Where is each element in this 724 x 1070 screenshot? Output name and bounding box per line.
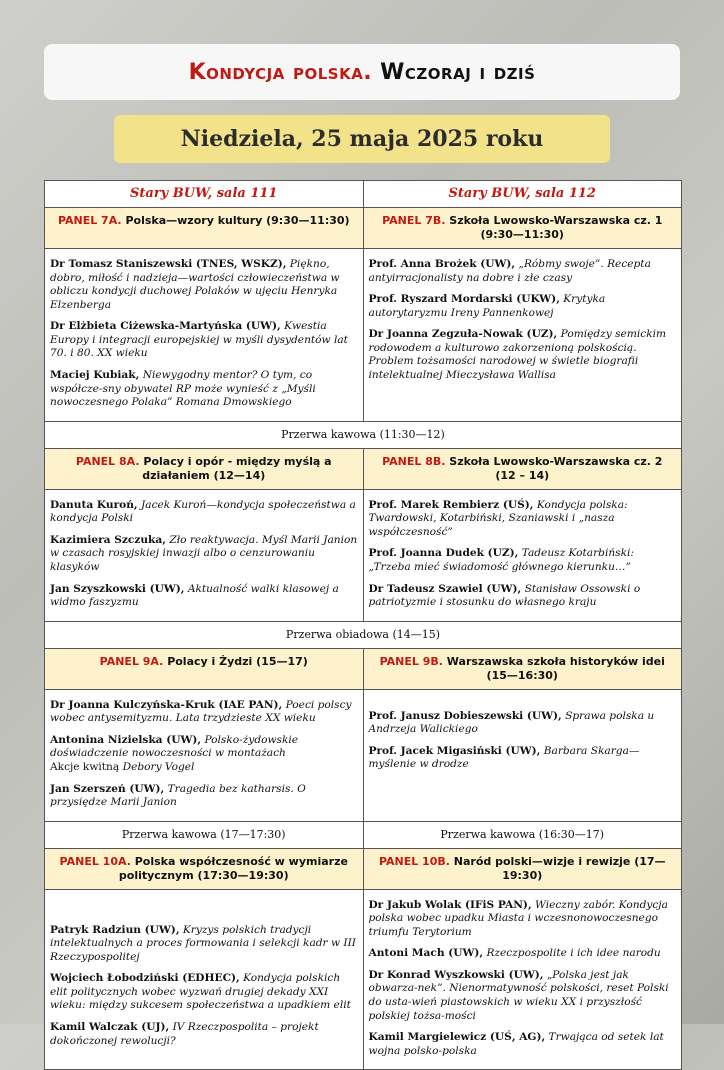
talk-title: Kwestia Europy i integracji europejskiej w myśli dysydentów lat 70. i 80. XX wieku [50, 320, 348, 360]
hall-left: Stary BUW, sala 111 [45, 181, 364, 208]
conference-title [44, 44, 680, 100]
talk-title: Rzeczpospolite i ich idee narodu [486, 947, 661, 960]
panel-7a-talks [45, 249, 364, 421]
talk-speaker: Dr Joanna Kulczyńska-Kruk (IAE PAN), [50, 698, 283, 711]
talk-speaker: Prof. Janusz Dobieszewski (UW), [368, 709, 562, 722]
lunch-break: Przerwa obiadowa (14—15) [45, 621, 682, 648]
panel-10b-talks [363, 889, 682, 1069]
talk-title: Krytyka autorytaryzmu Ireny Pannenkowej [368, 293, 606, 319]
talk-title: Zło reaktywacja. Myśl Marii Janion w czasach rosyjskiej inwazji albo o cenzurowaniu klasyków [50, 533, 358, 573]
talk-title: Pomiędzy semickim rodowodem a kulturowo zakorzenioną polskością. Problem tożsamości narodowej w świetle biografii intelektualnej Mieczysława Wallisa [368, 328, 667, 381]
talk-speaker: Prof. Jacek Migasiński (UW), [368, 744, 541, 757]
talk-item [369, 710, 677, 737]
talk-item [50, 734, 358, 775]
talk-title: Trwająca od setek lat wojna polsko-polska [368, 1031, 664, 1057]
coffee-break-right: Przerwa kawowa (16:30—17) [363, 821, 682, 848]
talk-title: Polsko-żydowskie doświadczenie nowoczesności w montażach [50, 733, 299, 760]
panel-10a-talks [45, 889, 364, 1069]
panel-9b-talks [363, 689, 682, 821]
talk-speaker: Dr Tomasz Staniszewski (TNES, WSKZ), [50, 258, 287, 271]
panel-title: Polacy i opór - między myślą a działaniem (12—14) [142, 454, 332, 482]
talk-item [369, 969, 677, 1023]
talk-title: „Róbmy swoje”. Recepta antyirracjonalisty na dobre i złe czasy [368, 258, 651, 284]
talk-item [369, 947, 677, 961]
talk-item [50, 320, 358, 361]
coffee-break: Przerwa kawowa (11:30—12) [45, 421, 682, 448]
talk-item [50, 534, 358, 575]
panel-9b-header [363, 648, 682, 689]
talk-item [369, 293, 677, 320]
panel-number: PANEL 10B. [378, 854, 450, 868]
talk-item [369, 583, 677, 610]
panel-number: PANEL 7B. [382, 214, 446, 227]
panel-8b-header [363, 448, 682, 489]
panel-title: Naród polski—wizje i rewizje (17—19:30) [453, 854, 666, 882]
panel-number: PANEL 8A. [75, 454, 140, 468]
talk-item [369, 1031, 677, 1058]
talk-title: IV Rzeczpospolita – projekt dokończonej rewolucji? [50, 1021, 319, 1047]
talk-title: „Polska jest jak obwarza-nek”. Nienormatywność polskości, reset Polski do usta-wień piastowskich w wieku XX i przyszłość polskiej tożsa-mości [368, 968, 669, 1022]
panel-number: PANEL 9A. [99, 654, 164, 668]
talk-item [369, 899, 677, 940]
talk-speaker: Dr Konrad Wyszkowski (UW), [368, 968, 544, 981]
talk-speaker: Dr Jakub Wolak (IFiS PAN), [368, 898, 532, 911]
panel-title: Polska—wzory kultury (9:30—11:30) [125, 214, 350, 227]
talk-item [50, 1021, 358, 1048]
panel-7a-header [45, 208, 364, 249]
conference-title-sub: Wczoraj i dziś [380, 59, 536, 85]
talk-title-extra: Akcje kwitną [50, 760, 120, 773]
talk-title: Tadeusz Kotarbiński: „Trzeba mieć świadomość głównego kierunku…” [368, 547, 634, 573]
talk-speaker: Antoni Mach (UW), [368, 947, 484, 960]
talk-title: Barbara Skarga—myślenie w drodze [368, 744, 640, 771]
talk-title: Wieczny zabór. Kondycja polska wobec upadku Miasta i wczesnonowoczesnego triumfu Terytorium [368, 898, 668, 938]
talk-title: Kondycja polskich elit politycznych wobec wyzwań drugiej dekady XXI wieku: między sukcesem społeczeństwa a upadkiem elit [50, 972, 351, 1012]
talk-speaker: Prof. Marek Rembierz (UŚ), [368, 498, 534, 511]
talk-speaker: Prof. Joanna Dudek (UZ), [368, 547, 519, 560]
conference-title-main: Kondycja polska. [188, 59, 373, 85]
talk-item [369, 499, 677, 540]
schedule-table [44, 180, 682, 1070]
hall-right: Stary BUW, sala 112 [363, 181, 682, 208]
panel-number: PANEL 9B. [379, 654, 443, 668]
talk-speaker: Antonina Nizielska (UW), [50, 733, 202, 746]
talk-title: Niewygodny mentor? O tym, co współcze-sny obywatel RP może wynieść z „Myśli nowoczesnego Polaka” Romana Dmowskiego [50, 368, 316, 409]
talk-title: Kondycja polska: Twardowski, Kotarbiński, Szaniawski i „nasza współczesność” [368, 498, 628, 538]
talk-speaker: Kamil Margielewicz (UŚ, AG), [368, 1031, 546, 1044]
talk-title: Sprawa polska u Andrzeja Walickiego [368, 709, 655, 736]
panel-number: PANEL 8B. [382, 454, 446, 468]
panel-8a-header [45, 448, 364, 489]
talk-title: Jacek Kuroń—kondycja społeczeństwa a kondycja Polski [50, 498, 356, 525]
talk-title: Poeci polscy wobec antysemityzmu. Lata trzydzieste XX wieku [50, 698, 352, 725]
talk-item [369, 547, 677, 574]
panel-title: Szkoła Lwowsko-Warszawska cz. 1 (9:30—11:30) [449, 214, 663, 242]
talk-title: Piękno, dobro, miłość i nadzieja—wartości człowieczeństwa w obliczu kondycji duchowej Polaków w ujęciu Henryka Elzenberga [50, 258, 340, 311]
panel-7b-header [363, 208, 682, 249]
talk-item [50, 369, 358, 410]
panel-10a-header [45, 848, 364, 889]
panel-8b-talks [363, 489, 682, 621]
talk-title: Aktualność walki klasowej a widmo faszyzmu [50, 582, 339, 609]
panel-8a-talks [45, 489, 364, 621]
panel-7b-talks [363, 249, 682, 421]
talk-item [50, 924, 358, 965]
panel-number: PANEL 10A. [59, 854, 131, 868]
panel-number: PANEL 7A. [57, 214, 122, 227]
day-date: Niedziela, 25 maja 2025 roku [114, 115, 610, 163]
talk-speaker: Dr Joanna Zegzuła-Nowak (UZ), [368, 328, 558, 341]
talk-speaker: Prof. Anna Brożek (UW), [368, 258, 516, 271]
talk-item [50, 699, 358, 726]
talk-speaker: Dr Elżbieta Ciżewska-Martyńska (UW), [50, 320, 281, 333]
talk-title: Kryzys polskich tradycji intelektualnych a proces formowania i selekcji kadr w III Rzeczypospolitej [50, 923, 356, 963]
panel-title: Polska współczesność w wymiarze politycznym (17:30—19:30) [118, 854, 348, 882]
talk-item [50, 583, 358, 610]
talk-item [50, 499, 358, 526]
talk-item [50, 783, 358, 810]
coffee-break-left: Przerwa kawowa (17—17:30) [45, 821, 364, 848]
panel-9a-talks [45, 689, 364, 821]
talk-speaker: Wojciech Łobodziński (EDHEC), [50, 972, 240, 985]
panel-title: Warszawska szkoła historyków idei (15—16:30) [446, 654, 665, 682]
talk-item [50, 972, 358, 1013]
talk-title: Tragedia bez katharsis. O przysiędze Marii Janion [50, 782, 306, 809]
panel-title: Szkoła Lwowsko-Warszawska cz. 2 (12 – 14) [449, 454, 663, 482]
talk-speaker: Kamil Walczak (UJ), [50, 1021, 170, 1034]
talk-title-extra-italic: Debory Vogel [122, 760, 195, 773]
talk-item [369, 258, 677, 285]
talk-item [50, 258, 358, 312]
talk-speaker: Patryk Radziun (UW), [50, 923, 180, 936]
talk-speaker: Maciej Kubiak, [50, 368, 140, 381]
talk-speaker: Kazimiera Szczuka, [50, 533, 166, 546]
panel-10b-header [363, 848, 682, 889]
talk-speaker: Prof. Ryszard Mordarski (UKW), [368, 293, 560, 306]
talk-item [369, 328, 677, 382]
panel-title: Polacy i Żydzi (15—17) [167, 654, 308, 668]
panel-9a-header [45, 648, 364, 689]
talk-speaker: Dr Tadeusz Szawiel (UW), [368, 582, 522, 595]
talk-item [369, 745, 677, 772]
talk-speaker: Jan Szerszeń (UW), [50, 782, 165, 795]
talk-speaker: Jan Szyszkowski (UW), [50, 582, 185, 595]
talk-speaker: Danuta Kuroń, [50, 498, 138, 511]
talk-title: Stanisław Ossowski o patriotyzmie i stosunku do własnego kraju [368, 582, 641, 609]
